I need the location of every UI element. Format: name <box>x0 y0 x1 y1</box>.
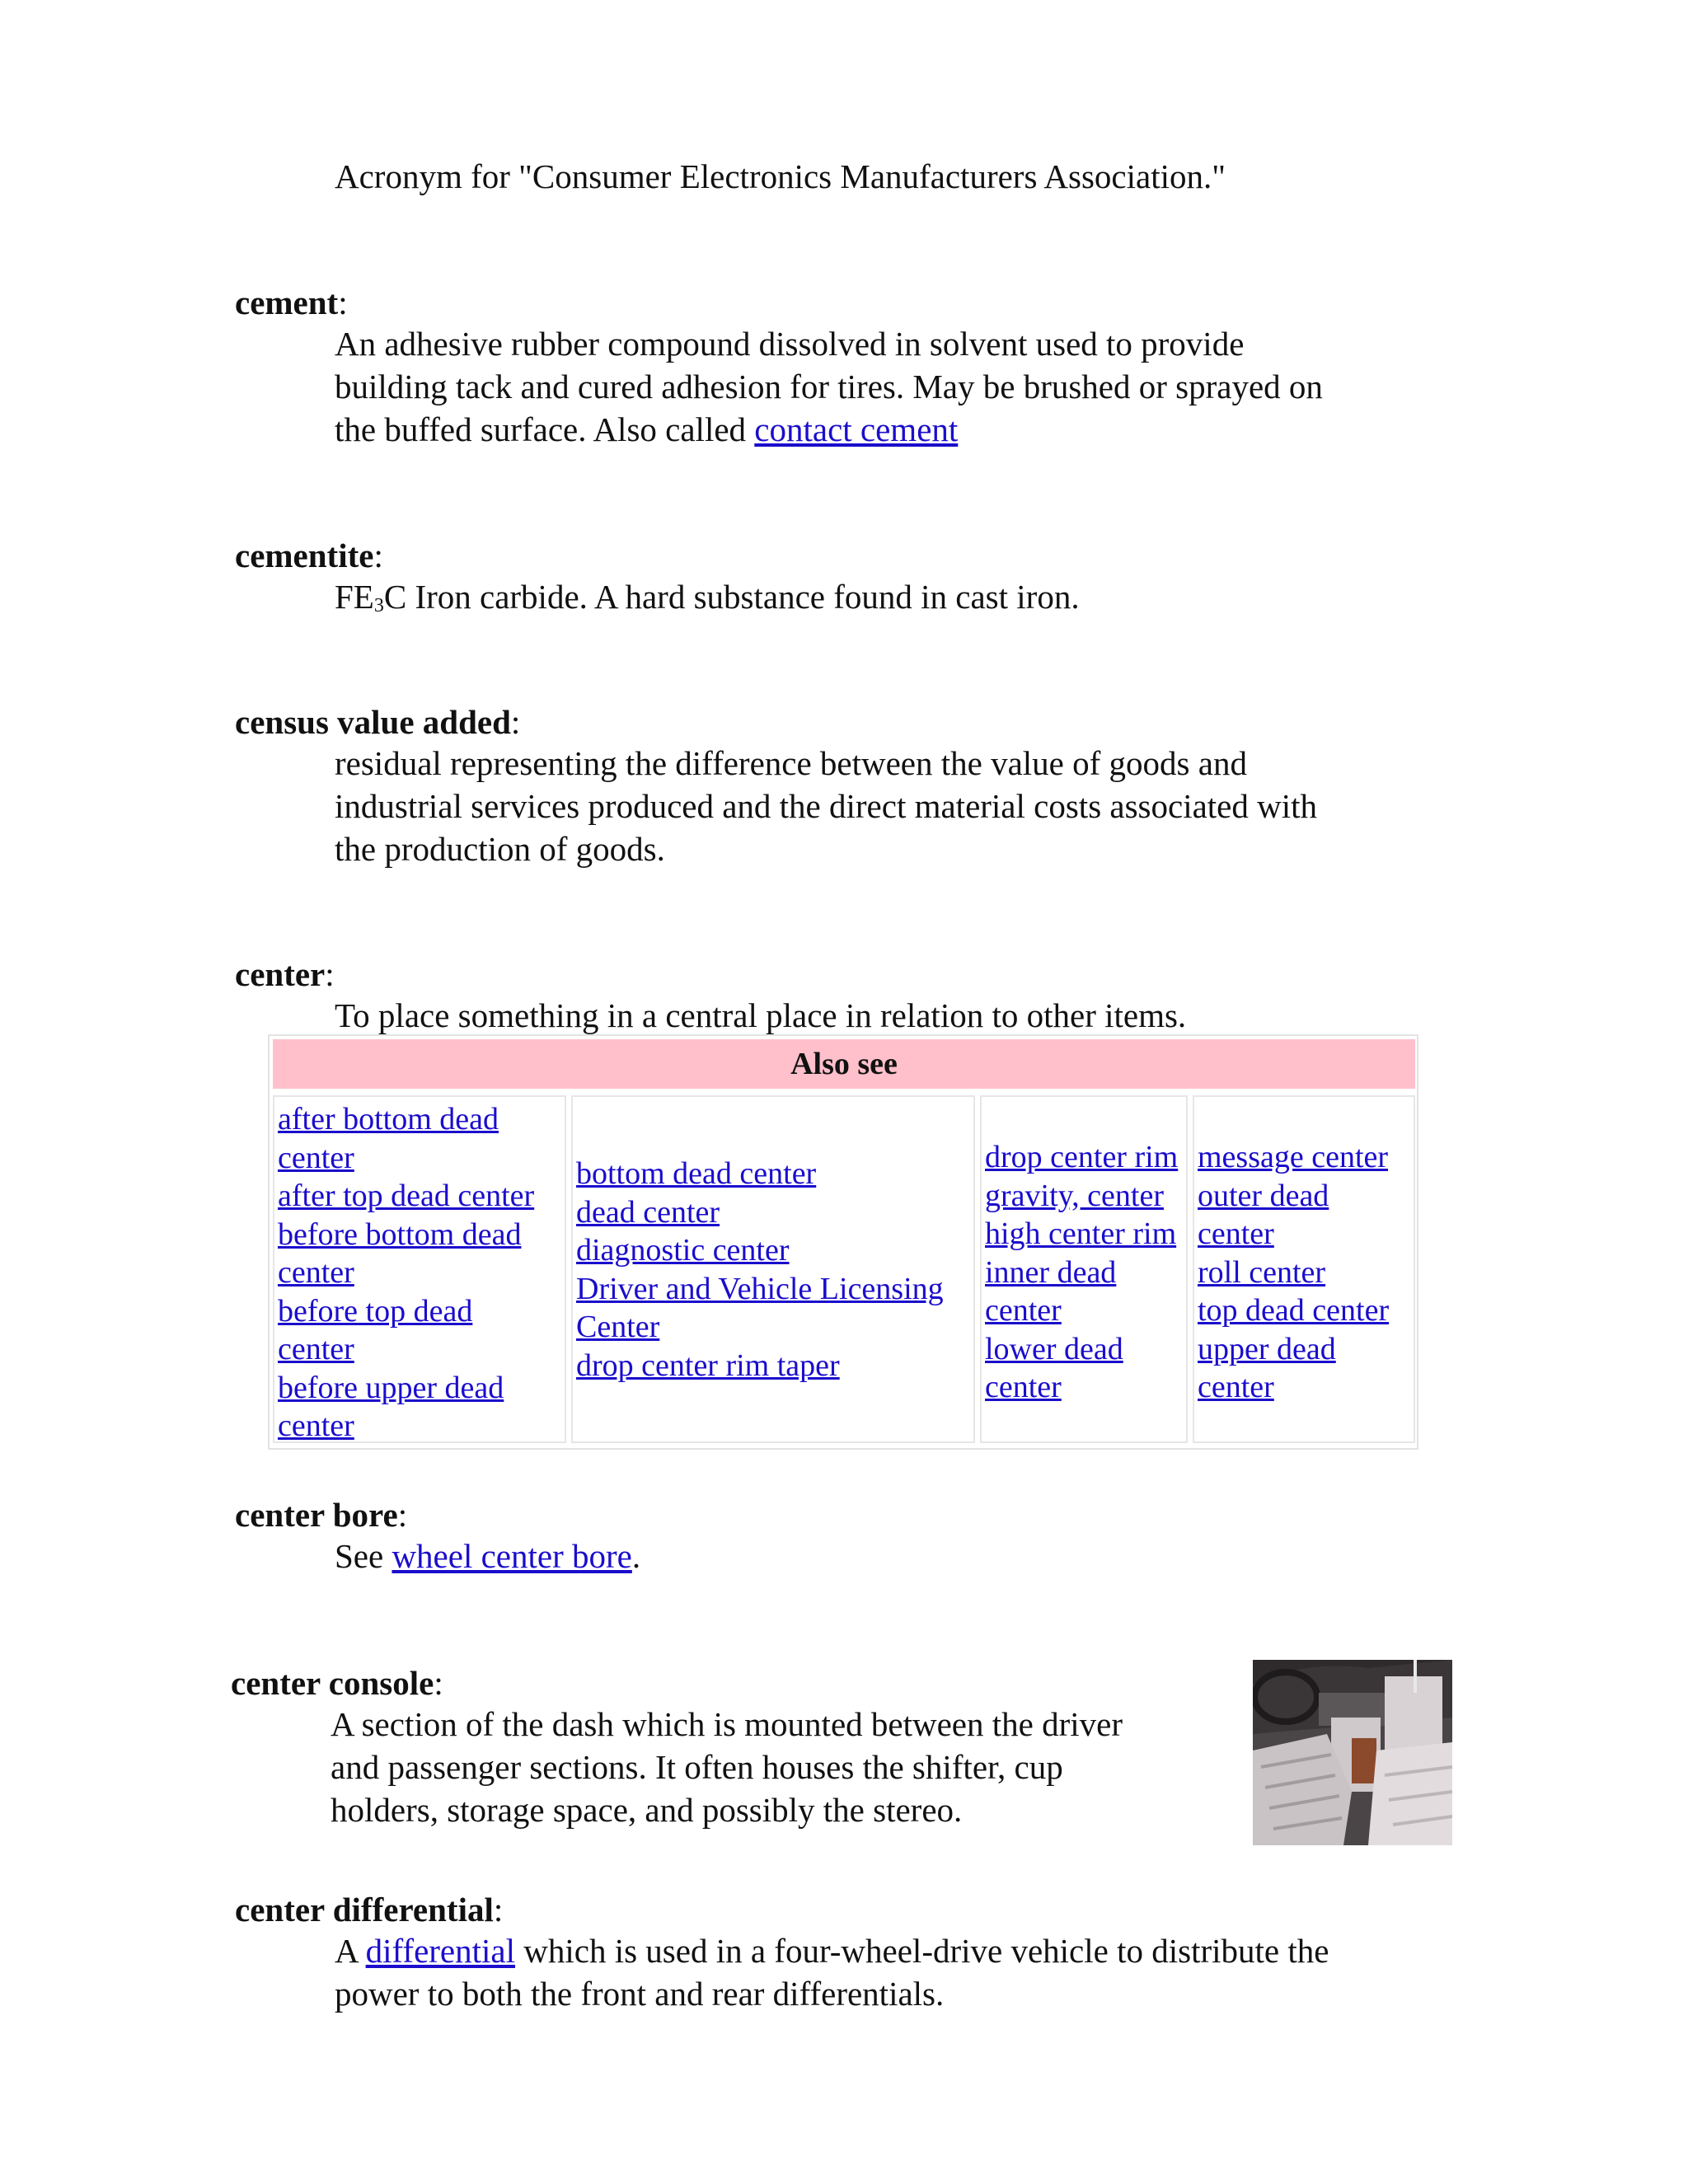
entry-center-console: center console: A section of the dash which is mounted between the driver and passenger sections. It often houses the shifter, cup holders, storage space, and possibly the stereo. <box>231 1663 1467 1831</box>
link-after-bottom-dead-center[interactable]: center <box>278 1140 354 1175</box>
link-top-dead-center[interactable]: top dead center <box>1198 1293 1390 1328</box>
link-outer-dead-center[interactable]: outer dead <box>1198 1178 1329 1213</box>
term-census-value-added: census value added <box>235 703 511 741</box>
definition-cementite: $FE_3C$ Iron carbide. A hard substance found in cast iron. <box>335 578 1080 616</box>
entry-center-bore: center bore: See wheel center bore. <box>235 1495 1471 1577</box>
term-center-differential: center differential <box>235 1891 494 1929</box>
entry-cementite: cementite: $FE_3C$ Iron carbide. A hard substance found in cast iron. <box>235 536 1471 627</box>
link-inner-dead-center[interactable]: center <box>985 1293 1062 1328</box>
definition-center-console: A section of the dash which is mounted between the driver and passenger sections. It often houses the shifter, cup holders, storage space, and possibly the stereo. <box>331 1705 1123 1829</box>
link-dead-center[interactable]: dead center <box>576 1194 720 1230</box>
definition-center-differential: A differential which is used in a four-wheel-drive vehicle to distribute the power to both the front and rear differentials. <box>335 1932 1329 2013</box>
link-drop-center-rim[interactable]: drop center rim <box>985 1140 1179 1174</box>
link-roll-center[interactable]: roll center <box>1198 1254 1326 1290</box>
also-see-column-4 <box>1193 1095 1415 1443</box>
link-lower-dead-center[interactable]: center <box>985 1370 1062 1404</box>
link-drop-center-rim-taper[interactable]: drop center rim taper <box>576 1347 840 1383</box>
link-wheel-center-bore[interactable]: wheel center bore <box>392 1537 632 1575</box>
also-see-column-1 <box>273 1095 566 1443</box>
link-after-bottom-dead-center[interactable]: after bottom dead <box>278 1102 499 1137</box>
term-center: center <box>235 955 326 993</box>
definition-center-bore: See wheel center bore. <box>335 1537 641 1575</box>
also-see-table <box>268 1034 1418 1450</box>
entry-center-differential: center differential: A differential which is used in a four-wheel-drive vehicle to distribute the power to both the front and rear differentials. <box>235 1890 1471 2015</box>
link-before-top-dead-center[interactable]: center <box>278 1332 354 1366</box>
link-lower-dead-center[interactable]: lower dead <box>985 1331 1123 1366</box>
link-before-bottom-dead-center[interactable]: center <box>278 1255 354 1290</box>
link-before-bottom-dead-center[interactable]: before bottom dead <box>278 1216 522 1252</box>
link-before-top-dead-center[interactable]: before top dead <box>278 1293 473 1329</box>
link-before-upper-dead-center[interactable]: center <box>278 1408 354 1443</box>
link-before-upper-dead-center[interactable]: before upper dead <box>278 1370 504 1405</box>
link-high-center-rim[interactable]: high center rim <box>985 1216 1177 1251</box>
link-diagnostic-center[interactable]: diagnostic center <box>576 1233 790 1268</box>
link-outer-dead-center[interactable]: center <box>1198 1216 1274 1251</box>
definition-center: To place something in a central place in relation to other items. <box>335 996 1187 1034</box>
entry-center: center: To place something in a central place in relation to other items. <box>235 954 1471 1037</box>
link-gravity-center[interactable]: gravity, center <box>985 1178 1164 1213</box>
entry-census-value-added: census value added: residual representing the difference between the value of goods and industrial services produced and the direct material costs associated with the production of goods. <box>235 702 1471 870</box>
term-cement: cement <box>235 284 339 321</box>
link-upper-dead-center[interactable]: upper dead <box>1198 1331 1336 1366</box>
car-interior-photo <box>1253 1660 1452 1845</box>
term-center-console: center console <box>231 1664 434 1702</box>
intro-definition: Acronym for "Consumer Electronics Manufacturers Association." <box>335 157 1226 195</box>
also-see-header: Also see <box>273 1039 1415 1089</box>
also-see-column-2 <box>571 1095 975 1443</box>
term-center-bore: center bore <box>235 1496 398 1534</box>
link-driver-and-vehicle-licensing-center[interactable]: Driver and Vehicle Licensing <box>576 1271 944 1306</box>
also-see-column-3 <box>980 1095 1188 1443</box>
definition-cement: An adhesive rubber compound dissolved in solvent used to provide building tack and cured adhesion for tires. May be brushed or sprayed on the buffed surface. Also called contact cement <box>335 325 1323 448</box>
term-cementite: cementite <box>235 537 374 574</box>
definition-census-value-added: residual representing the difference between the value of goods and industrial services produced and the direct material costs associated with the production of goods. <box>335 744 1318 868</box>
link-bottom-dead-center[interactable]: bottom dead center <box>576 1156 817 1191</box>
entry-cement: cement: An adhesive rubber compound dissolved in solvent used to provide building tack and cured adhesion for tires. May be brushed or sprayed on the buffed surface. Also called contact cement <box>235 283 1471 451</box>
link-inner-dead-center[interactable]: inner dead <box>985 1254 1117 1290</box>
link-message-center[interactable]: message center <box>1198 1140 1389 1174</box>
link-driver-and-vehicle-licensing-center[interactable]: Center <box>576 1310 660 1344</box>
link-upper-dead-center[interactable]: center <box>1198 1370 1274 1404</box>
link-contact-cement[interactable]: contact cement <box>754 410 959 448</box>
link-differential[interactable]: differential <box>365 1932 515 1970</box>
link-after-top-dead-center[interactable]: after top dead center <box>278 1179 535 1213</box>
